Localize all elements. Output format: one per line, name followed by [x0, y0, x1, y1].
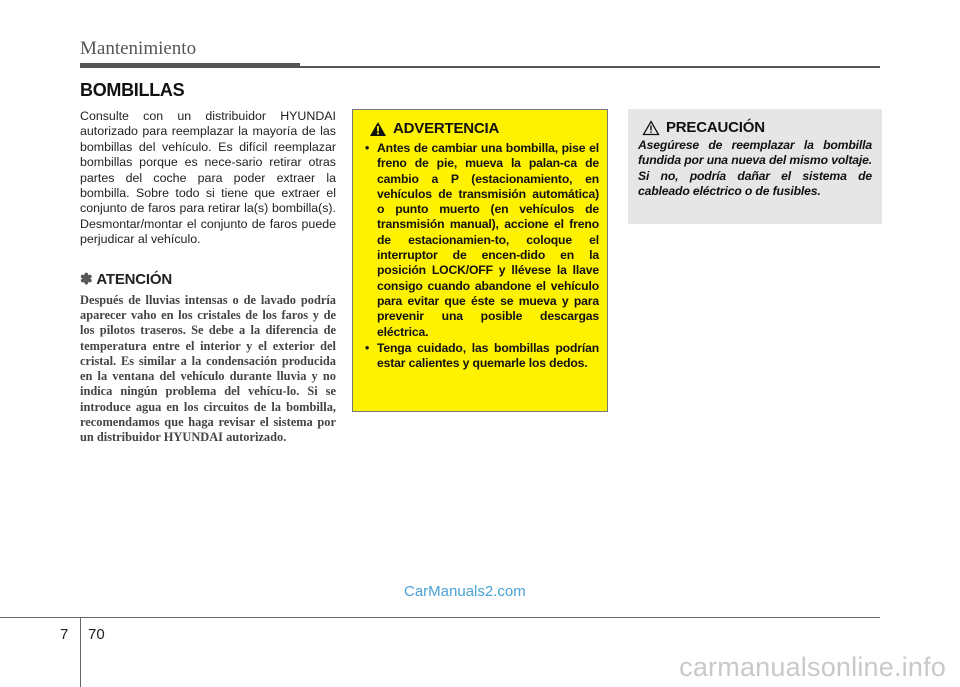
left-column [80, 109, 336, 446]
warning-box [352, 109, 608, 412]
warning-list [365, 141, 599, 371]
chapter-number: 7 [60, 626, 69, 643]
warning-item: • Tenga cuidado, las bombillas podrían estar calientes y quemarle los dedos. [365, 341, 599, 372]
section-title: BOMBILLAS [80, 80, 185, 100]
caution-body: Asegúrese de reemplazar la bombilla fundida por una nueva del mismo voltaje. Si no, podría dañar el sistema de cableado eléctrico o de fusibles. [638, 138, 872, 198]
caution-triangle-icon [642, 120, 660, 136]
header-title: Mantenimiento [80, 38, 197, 59]
warning-triangle-icon [369, 121, 387, 137]
watermark-link[interactable]: CarManuals2.com [404, 583, 526, 600]
footer-divider [80, 617, 81, 687]
warning-title: ADVERTENCIA [393, 120, 500, 137]
warning-item: • Antes de cambiar una bombilla, pise el freno de pie, mueva la palan-ca de cambio a P (estacionamiento, en vehículos de transmisión automática) o punto muerto (en vehículos de transmisión manual), accione el freno de estacionamien-to, coloque el interruptor de encen-dido en la posición LOCK/OFF y llévese la llave consigo cuando abandone el vehículo para evitar que éste se mueva y para prevenir una posible descargas eléctrica. [365, 141, 599, 340]
header-rule-thick [80, 63, 300, 68]
header-rule-thin [300, 66, 880, 68]
attention-title: ATENCIÓN [96, 270, 172, 288]
caution-title: PRECAUCIÓN [666, 119, 765, 136]
caution-box [628, 109, 882, 224]
footer-rule [0, 617, 880, 618]
attention-body: Después de lluvias intensas o de lavado podría aparecer vaho en los cristales de los faros y de los pilotos traseros. Se debe a la diferencia de temperatura entre el interior y el exterior del cristal. Es similar a la condensación producida en la ventana del vehículo durante lluvia y no indica ningún problema del vehícu-lo. Si se introduce agua en los circuitos de la bombilla, recomendamos que haga revisar el sistema por un distribuidor HYUNDAI autorizado. [80, 292, 336, 445]
site-footer[interactable]: carmanualsonline.info [679, 652, 946, 682]
caution-heading [642, 119, 872, 136]
intro-paragraph: Consulte con un distribuidor HYUNDAI autorizado para reemplazar la mayoría de las bombillas del vehículo. Es difícil reemplazar bombillas porque es nece-sario retirar otras partes del coche para poder extraer la bombilla. Sobre todo si tiene que extraer el conjunto de faros para retirar la(s) bombilla(s). Desmontar/montar el conjunto de faros puede perjudicar al vehículo. [80, 109, 336, 247]
warning-heading [369, 120, 599, 137]
attention-heading [80, 270, 336, 288]
page-number: 70 [88, 626, 105, 643]
star-icon: ✽ [80, 270, 93, 288]
